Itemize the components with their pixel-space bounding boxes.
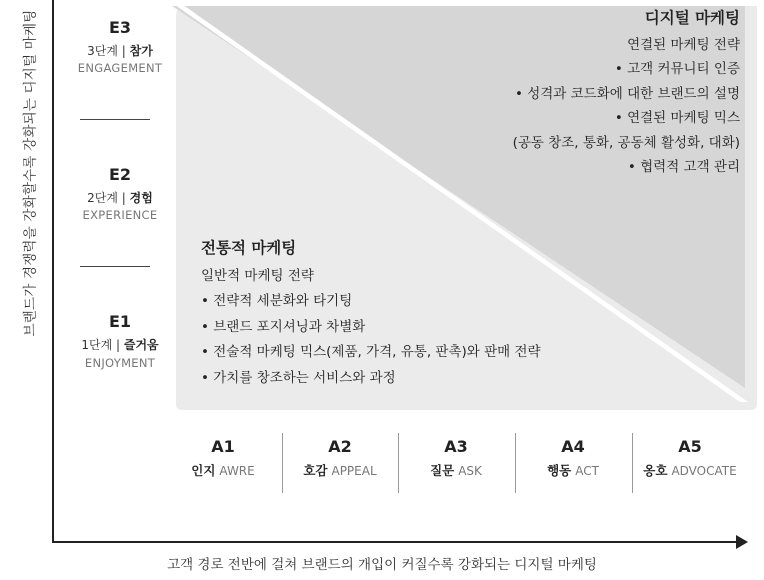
stage-a3-english: ASK — [458, 464, 482, 478]
stage-a2-english: APPEAL — [331, 464, 377, 478]
level-e2-label: 2단계 | 경험 — [87, 191, 153, 205]
stage-a4-label — [515, 461, 631, 479]
stage-a3-code: A3 — [444, 437, 468, 456]
traditional-marketing-title: 전통적 마케팅 — [201, 239, 297, 257]
stage-a4 — [515, 437, 631, 479]
traditional-marketing-line: 일반적 마케팅 전략 — [201, 267, 314, 284]
stage-a3-label — [398, 461, 514, 479]
stage-a2-code: A2 — [328, 437, 352, 456]
stage-a5-name: 옹호 — [643, 463, 668, 478]
stage-a2-label — [282, 461, 398, 479]
digital-marketing-title: 디지털 마케팅 — [644, 9, 740, 27]
level-e1-name: 즐거움 — [123, 338, 159, 352]
digital-marketing-block — [513, 6, 740, 180]
digital-marketing-line: 연결된 마케팅 전략 — [627, 36, 740, 53]
y-axis-label-wrap — [8, 0, 48, 345]
stage-a5-label — [632, 461, 748, 479]
level-e3-stage: 3단계 — [87, 44, 118, 58]
x-axis-arrow-icon — [736, 535, 748, 549]
level-e2-english: EXPERIENCE — [82, 208, 158, 222]
level-separator — [80, 119, 150, 120]
traditional-marketing-line: • 전술적 마케팅 믹스(제품, 가격, 유통, 판촉)와 판매 전략 — [201, 344, 541, 360]
stage-a2 — [282, 437, 398, 479]
traditional-marketing-line: • 전략적 세분화와 타기팅 — [201, 293, 353, 309]
digital-marketing-line: (공동 창조, 통화, 공동체 활성화, 대화) — [512, 134, 740, 151]
stage-a4-name: 행동 — [547, 463, 572, 478]
level-e2-stage: 2단계 — [87, 191, 118, 205]
stage-a5-english: ADVOCATE — [671, 464, 737, 478]
stage-a2-name: 호감 — [303, 463, 328, 478]
digital-marketing-line: • 협력적 고객 관리 — [627, 159, 740, 175]
level-separator — [80, 266, 150, 267]
stage-a4-code: A4 — [561, 437, 585, 456]
stage-a1-name: 인지 — [191, 463, 216, 478]
level-e1-stage: 1단계 — [81, 338, 113, 352]
stage-a1 — [165, 437, 281, 479]
y-axis-line — [52, 0, 54, 543]
level-e1-english: ENJOYMENT — [84, 356, 156, 370]
digital-marketing-line: • 성격과 코드화에 대한 브랜드의 설명 — [514, 85, 740, 102]
level-e2-code: E2 — [108, 165, 132, 184]
digital-marketing-line: • 연결된 마케팅 믹스 — [614, 110, 740, 126]
x-axis-line — [52, 541, 742, 543]
level-e1-label: 1단계 | 즐거움 — [81, 338, 159, 352]
level-e1-code: E1 — [108, 312, 132, 331]
y-axis-label: 브랜드가 경쟁력을 강화할수록 강화되는 디지털 마케팅 — [22, 9, 38, 336]
stage-a3-name: 질문 — [430, 463, 455, 478]
stage-a1-english: AWRE — [219, 464, 255, 478]
x-axis-label: 고객 경로 전반에 걸쳐 브랜드의 개입이 커질수록 강화되는 디지털 마케팅 — [167, 557, 597, 573]
level-e3-label: 3단계 | 참가 — [87, 44, 153, 58]
stage-a1-label — [165, 461, 281, 479]
stage-a4-english: ACT — [575, 464, 599, 478]
level-e3-english: ENGAGEMENT — [77, 61, 163, 75]
level-e3-code: E3 — [108, 18, 132, 37]
stage-a5 — [632, 437, 748, 479]
digital-marketing-line: • 고객 커뮤니티 인증 — [614, 61, 740, 77]
level-e3-name: 참가 — [129, 44, 153, 58]
traditional-marketing-line: • 브랜드 포지셔닝과 차별화 — [201, 318, 366, 335]
traditional-marketing-line: • 가치를 창조하는 서비스와 과정 — [201, 369, 396, 386]
stage-a1-code: A1 — [211, 437, 235, 456]
level-e2-name: 경험 — [129, 191, 153, 205]
stage-a3 — [398, 437, 514, 479]
traditional-marketing-block — [201, 236, 541, 391]
stage-a5-code: A5 — [678, 437, 702, 456]
